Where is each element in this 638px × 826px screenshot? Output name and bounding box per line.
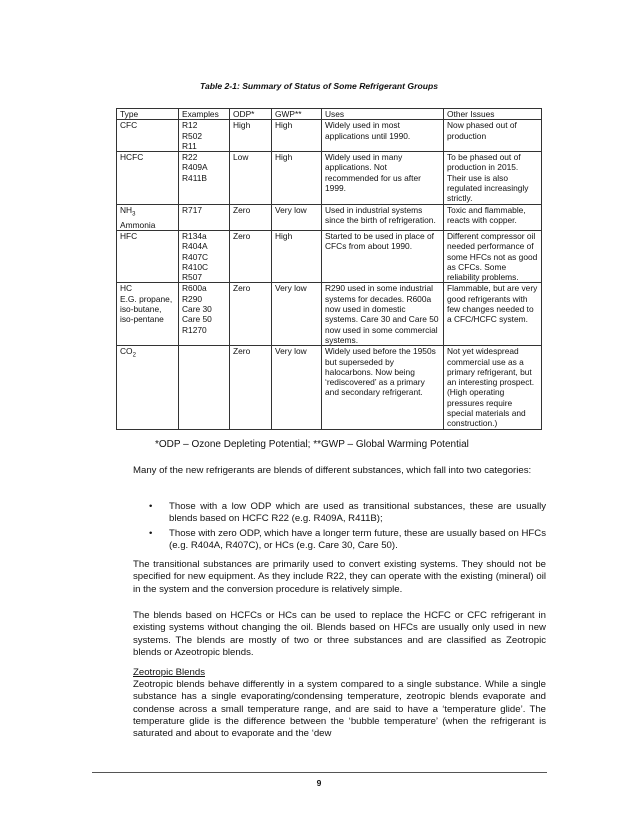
- col-header-other-issues: Other Issues: [444, 109, 542, 120]
- cell-uses: Started to be used in place of CFCs from about 1990.: [322, 230, 444, 282]
- zeotropic-heading: Zeotropic Blends: [133, 667, 205, 678]
- bullet-text: Those with a low ODP which are used as transitional substances, these are usually blends based on HCFC R22 (e.g. R409A, R411B);: [169, 501, 546, 525]
- table-row: [117, 230, 542, 282]
- cell-gwp: Very low: [272, 346, 322, 429]
- col-header-gwp: GWP**: [272, 109, 322, 120]
- bullet-text: Those with zero ODP, which have a longer term future, these are usually based on HFCs (e.g. R404A, R407C), or HCs (e.g. Care 30, Care 50).: [169, 527, 546, 551]
- footer-divider: [92, 772, 547, 773]
- table-row: [117, 204, 542, 230]
- col-header-type: Type: [117, 109, 179, 120]
- table-caption: Table 2-1: Summary of Status of Some Refrigerant Groups: [200, 81, 438, 91]
- cell-odp: Zero: [230, 346, 272, 429]
- cell-examples: R22 R409A R411B: [179, 152, 230, 204]
- cell-examples: [179, 346, 230, 429]
- list-item: [133, 501, 546, 526]
- blends-paragraph: The blends based on HCFCs or HCs can be used to replace the HCFC or CFC refrigerant in existing systems without changing the oil. Blends based on HFCs are usually only used in new systems. The blends are mostly of two or three substances and are classified as Zeotropic blends or Azeotropic blends.: [133, 610, 546, 658]
- cell-examples: R12 R502 R11: [179, 120, 230, 152]
- cell-uses: Widely used in most applications until 1990.: [322, 120, 444, 152]
- cell-odp: Zero: [230, 283, 272, 346]
- page-number: 9: [316, 778, 322, 788]
- cell-uses: Used in industrial systems since the birth of refrigeration.: [322, 204, 444, 230]
- table-row: [117, 120, 542, 152]
- cell-other-issues: Flammable, but are very good refrigerants with few changes needed to a CFC/HCFC system.: [444, 283, 542, 346]
- bullet-icon: •: [149, 527, 153, 539]
- cell-uses: R290 used in some industrial systems for decades. R600a now used in domestic systems. Care 30 and Care 50 now used in some commercial systems.: [322, 283, 444, 346]
- cell-examples: R600a R290 Care 30 Care 50 R1270: [179, 283, 230, 346]
- cell-other-issues: Toxic and flammable, reacts with copper.: [444, 204, 542, 230]
- col-header-examples: Examples: [179, 109, 230, 120]
- cell-type: $NH_3$ Ammonia: [117, 204, 179, 230]
- cell-type: CFC: [117, 120, 179, 152]
- bullet-icon: •: [149, 501, 153, 512]
- cell-type: $CO_2$: [117, 346, 179, 429]
- cell-examples: R717: [179, 204, 230, 230]
- cell-other-issues: Not yet widespread commercial use as a primary refrigerant, but an interesting prospect. (High operating pressures require special materials and construction.): [444, 346, 542, 429]
- cell-other-issues: To be phased out of production in 2015. Their use is also regulated increasingly strictly.: [444, 152, 542, 204]
- cell-gwp: High: [272, 230, 322, 282]
- cell-odp: Zero: [230, 204, 272, 230]
- cell-gwp: Very low: [272, 283, 322, 346]
- table-row: [117, 283, 542, 346]
- cell-type: HC E.G. propane, iso-butane, iso-pentane: [117, 283, 179, 346]
- intro-paragraph: Many of the new refrigerants are blends of different substances, which fall into two categories:: [133, 465, 532, 476]
- cell-gwp: High: [272, 120, 322, 152]
- cell-uses: Widely used before the 1950s but superseded by halocarbons. Now being ‘rediscovered’ as a primary and secondary refrigerant.: [322, 346, 444, 429]
- col-header-odp: ODP*: [230, 109, 272, 120]
- table-footnote: *ODP – Ozone Depleting Potential; **GWP – Global Warming Potential: [155, 439, 469, 450]
- cell-uses: Widely used in many applications. Not recommended for us after 1999.: [322, 152, 444, 204]
- cell-odp: High: [230, 120, 272, 152]
- transitional-paragraph: The transitional substances are primarily used to convert existing systems. They should not be specified for new equipment. As they include R22, they can operate with the existing (mineral) oil in the system and the conversion procedure is relatively simple.: [133, 559, 546, 595]
- cell-type: HFC: [117, 230, 179, 282]
- table-row: [117, 346, 542, 429]
- table-header-row: [117, 109, 542, 120]
- cell-gwp: High: [272, 152, 322, 204]
- col-header-uses: Uses: [322, 109, 444, 120]
- table-row: [117, 152, 542, 204]
- refrigerant-table: [116, 108, 542, 430]
- list-item: [133, 528, 546, 553]
- cell-gwp: Very low: [272, 204, 322, 230]
- cell-odp: Zero: [230, 230, 272, 282]
- zeotropic-paragraph: Zeotropic blends behave differently in a system compared to a single substance. While a single substance has a single evaporating/condensing temperature, zeotropic blends evaporate and condense across a small temperature range, and are said to have a ‘temperature glide’. The temperature glide is the difference between the ‘bubble temperature’ (when the refrigerant is saturated and about to evaporate and the ‘dew: [133, 679, 546, 740]
- cell-type: HCFC: [117, 152, 179, 204]
- cell-examples: R134a R404A R407C R410C R507: [179, 230, 230, 282]
- cell-other-issues: Now phased out of production: [444, 120, 542, 152]
- cell-other-issues: Different compressor oil needed performance of some HFCs not as good as CFCs. Some reliability problems.: [444, 230, 542, 282]
- cell-odp: Low: [230, 152, 272, 204]
- category-bullet-list: [133, 501, 546, 554]
